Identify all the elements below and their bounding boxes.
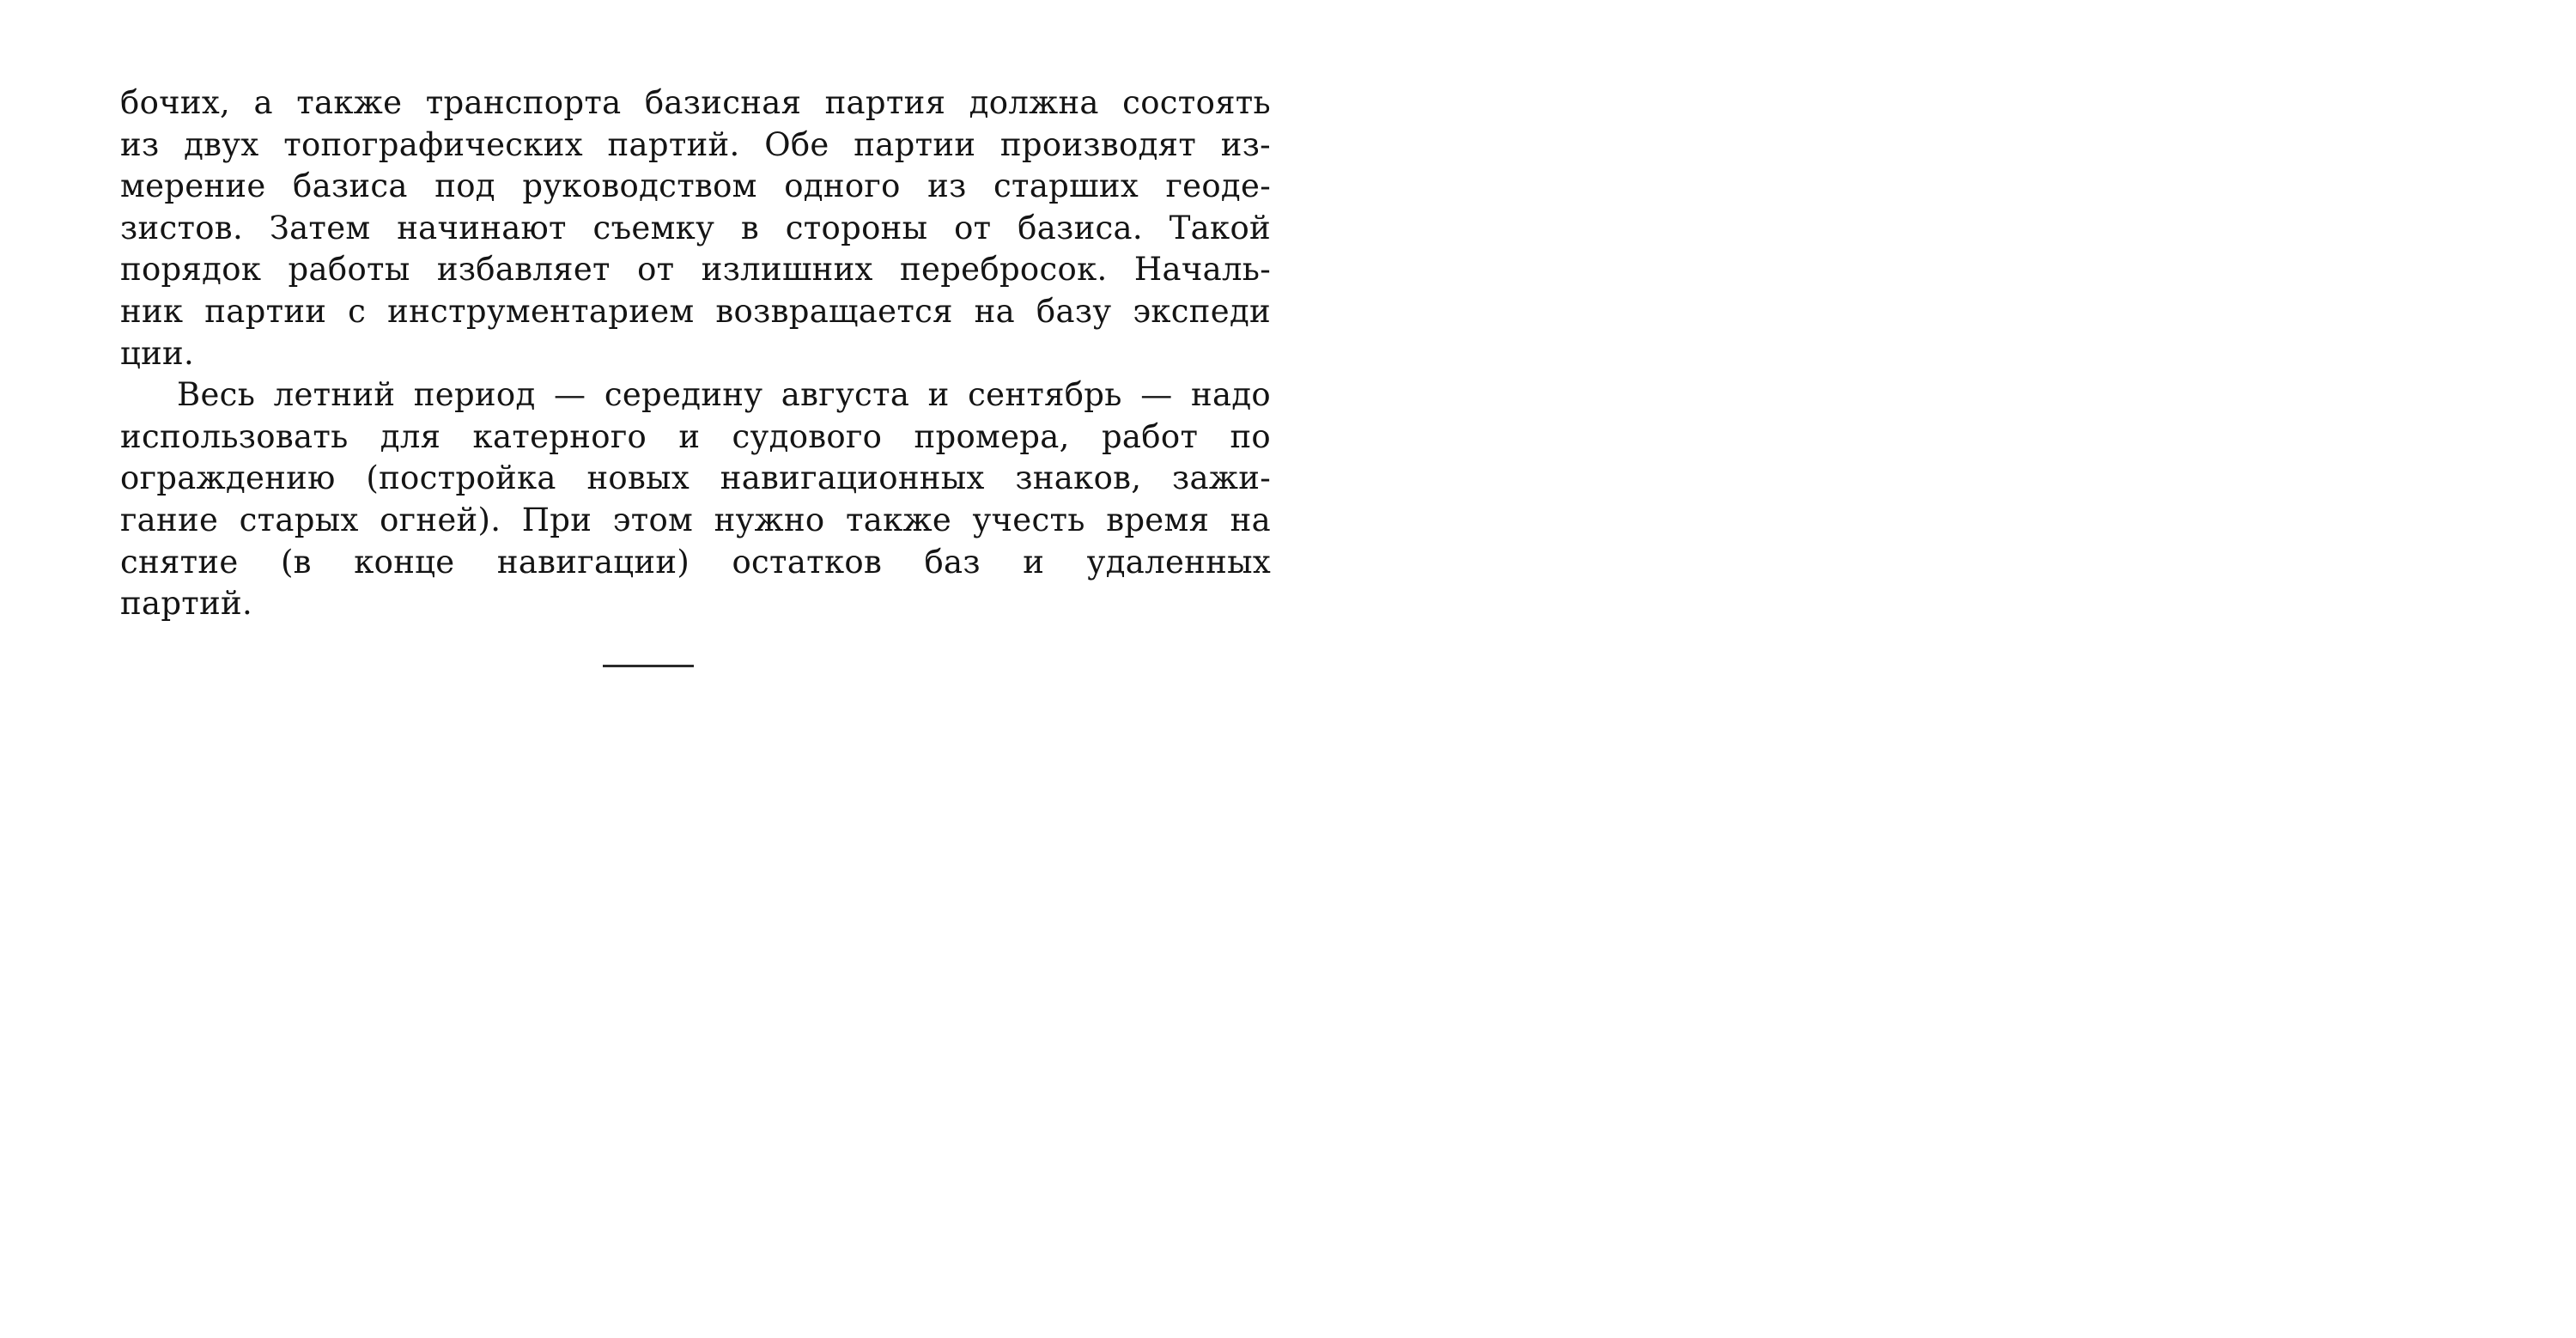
text-line: ник партии с инструментарием возвращается на базу экспеди xyxy=(120,292,1271,330)
text-line: бочих, а также транспорта базисная партия должна состоять xyxy=(120,84,1271,121)
text-line: снятие (в конце навигации) остатков баз и удаленных xyxy=(120,543,1271,581)
text-body xyxy=(120,82,1271,666)
text-line: порядок работы избавляет от излишних перебросок. Началь- xyxy=(120,251,1271,289)
text-line: Весь летний период — середину августа и сентябрь — надо xyxy=(177,376,1271,414)
section-end-rule xyxy=(603,665,694,667)
text-line: использовать для катерного и судового промера, работ по xyxy=(120,417,1271,455)
text-line: мерение базиса под руководством одного из старших геоде- xyxy=(120,167,1271,205)
text-line: гание старых огней). При этом нужно также учесть время на xyxy=(120,501,1271,538)
text-line: ограждению (постройка новых навигационных знаков, зажи- xyxy=(120,459,1271,497)
text-line: из двух топографических партий. Обе партии производят из- xyxy=(120,125,1271,163)
paragraph-2 xyxy=(120,374,1271,666)
paragraph-1 xyxy=(120,82,1271,374)
text-line: ции. xyxy=(120,334,195,372)
text-line xyxy=(120,625,1271,667)
text-line: партий. xyxy=(120,585,253,623)
document-page xyxy=(0,0,1346,718)
text-line: зистов. Затем начинают съемку в стороны от базиса. Такой xyxy=(120,209,1271,246)
